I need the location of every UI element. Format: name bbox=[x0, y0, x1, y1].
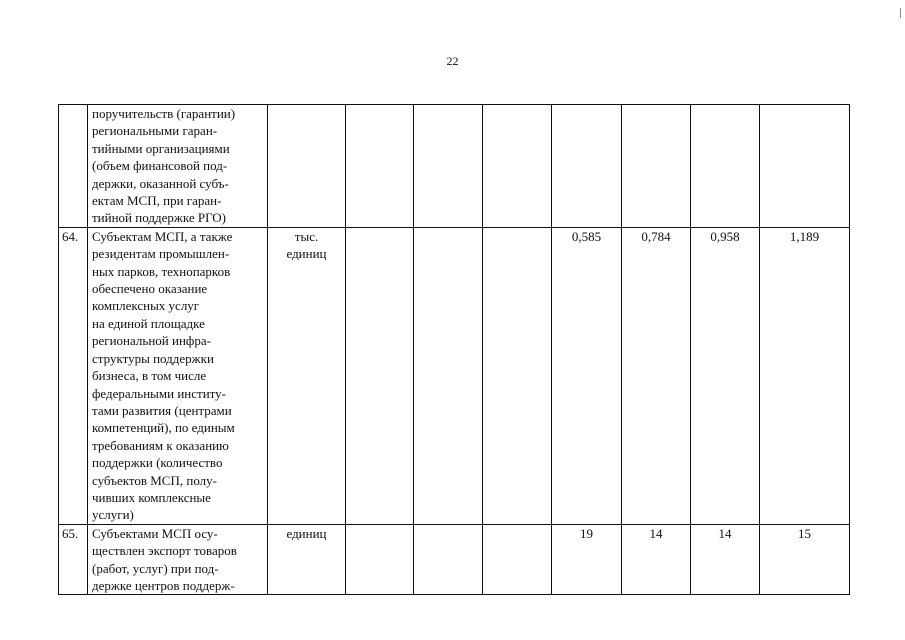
unit-cell: единиц bbox=[268, 524, 346, 595]
value-cell-7: 15 bbox=[760, 524, 850, 595]
table-row-64 bbox=[59, 227, 850, 524]
value-cell-1 bbox=[346, 227, 414, 524]
table-row-65 bbox=[59, 524, 850, 595]
value-cell-1 bbox=[346, 524, 414, 595]
row-number-cell: 65. bbox=[59, 524, 88, 595]
scan-edge-mark bbox=[900, 8, 901, 18]
value-cell-2 bbox=[414, 227, 483, 524]
page-number: 22 bbox=[446, 54, 459, 68]
indicator-description-cell: поручительств (гарантии) региональными гаран- тийными организациями (объем финансовой под- держки, оказанной субъ- ектам МСП, при гаран- тийной поддержке РГО) bbox=[88, 105, 268, 228]
value-cell-3 bbox=[483, 524, 552, 595]
value-cell-6 bbox=[691, 105, 760, 228]
value-cell-2 bbox=[414, 105, 483, 228]
value-cell-7 bbox=[760, 105, 850, 228]
value-cell-4: 0,585 bbox=[552, 227, 622, 524]
value-cell-1 bbox=[346, 105, 414, 228]
value-cell-6: 14 bbox=[691, 524, 760, 595]
value-cell-2 bbox=[414, 524, 483, 595]
value-cell-4 bbox=[552, 105, 622, 228]
value-cell-4: 19 bbox=[552, 524, 622, 595]
value-cell-5: 0,784 bbox=[622, 227, 691, 524]
row-number-cell: 64. bbox=[59, 227, 88, 524]
unit-cell bbox=[268, 105, 346, 228]
value-cell-3 bbox=[483, 105, 552, 228]
value-cell-3 bbox=[483, 227, 552, 524]
value-cell-5: 14 bbox=[622, 524, 691, 595]
unit-cell: тыс. единиц bbox=[268, 227, 346, 524]
indicators-table bbox=[58, 104, 850, 595]
indicator-description-cell: Субъектами МСП осу- ществлен экспорт товаров (работ, услуг) при под- держке центров поддерж- bbox=[88, 524, 268, 595]
value-cell-7: 1,189 bbox=[760, 227, 850, 524]
indicator-description-cell: Субъектам МСП, а также резидентам промышлен- ных парков, технопарков обеспечено оказание комплексных услуг на единой площадке региональной инфра- структуры поддержки бизнеса, в том числе федеральными институ- тами развития (центрами компетенций), по единым требованиям к оказанию поддержки (количество субъектов МСП, полу- чивших комплексные услуги) bbox=[88, 227, 268, 524]
value-cell-5 bbox=[622, 105, 691, 228]
value-cell-6: 0,958 bbox=[691, 227, 760, 524]
table-row-continuation bbox=[59, 105, 850, 228]
row-number-cell bbox=[59, 105, 88, 228]
